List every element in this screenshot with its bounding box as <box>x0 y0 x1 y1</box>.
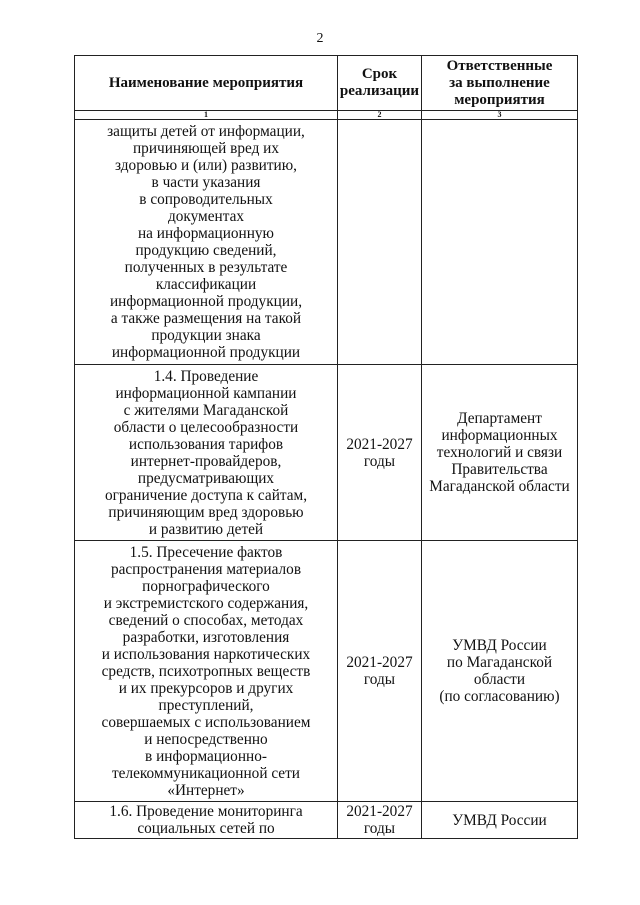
responsible-cell: УМВД России по Магаданской области (по согласованию) <box>422 541 578 802</box>
column-number: 2 <box>338 111 422 120</box>
table-header-row <box>75 56 578 111</box>
page-number: 2 <box>316 31 324 46</box>
table-row <box>75 120 578 365</box>
column-number: 1 <box>75 111 338 120</box>
header-responsible: Ответственные за выполнение мероприятия <box>422 56 578 111</box>
term-cell: 2021-2027 годы <box>338 541 422 802</box>
activity-name-cell: 1.6. Проведение мониторинга социальных сетей по <box>75 802 338 839</box>
responsible-cell: УМВД России <box>422 802 578 839</box>
activity-name-cell: 1.5. Пресечение фактов распространения материалов порнографического и экстремистского содержания, сведений о способах, методах разработки, изготовления и использования наркотических средств, психотропных веществ и их прекурсоров и других преступлений, совершаемых с использованием и непосредственно в информационно- телекоммуникационной сети «Интернет» <box>75 541 338 802</box>
responsible-cell <box>422 120 578 365</box>
activity-name-cell: 1.4. Проведение информационной кампании с жителями Магаданской области о целесообразности использования тарифов интернет-провайдеров, предусматривающих ограничение доступа к сайтам, причиняющим вред здоровью и развитию детей <box>75 365 338 541</box>
term-cell <box>338 120 422 365</box>
term-cell: 2021-2027 годы <box>338 802 422 839</box>
table-row <box>75 802 578 839</box>
activities-table <box>74 55 578 839</box>
responsible-cell: Департамент информационных технологий и связи Правительства Магаданской области <box>422 365 578 541</box>
header-term: Срок реализации <box>338 56 422 111</box>
table-row <box>75 541 578 802</box>
table-row <box>75 365 578 541</box>
term-cell: 2021-2027 годы <box>338 365 422 541</box>
column-number: 3 <box>422 111 578 120</box>
activity-name-cell: защиты детей от информации, причиняющей вред их здоровью и (или) развитию, в части указания в сопроводительных документах на информационную продукцию сведений, полученных в результате классификации информационной продукции, а также размещения на такой продукции знака информационной продукции <box>75 120 338 365</box>
column-number-row <box>75 111 578 120</box>
header-activity-name: Наименование мероприятия <box>75 56 338 111</box>
